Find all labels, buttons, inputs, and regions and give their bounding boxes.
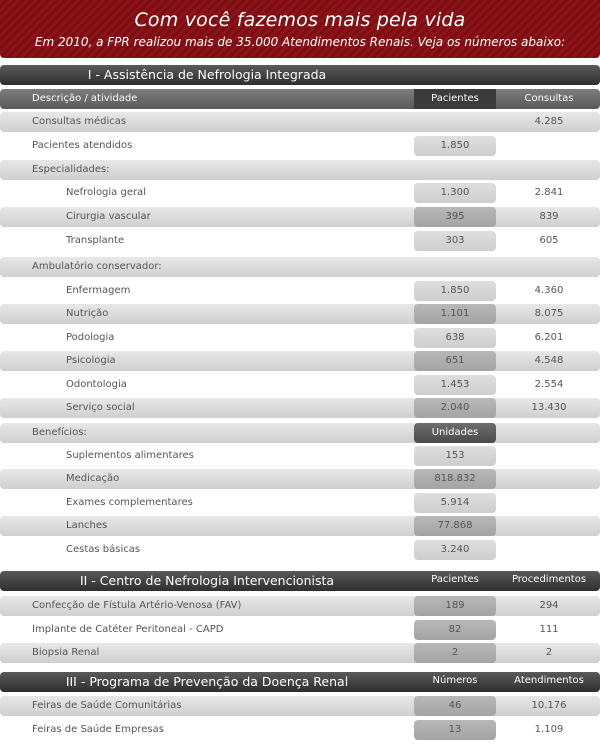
row-label: Cirurgia vascular <box>66 211 151 222</box>
row-label: Serviço social <box>66 402 135 413</box>
section-1-header <box>0 65 600 85</box>
row-value-a: 153 <box>414 446 496 466</box>
row-value-b: 10.176 <box>531 700 567 711</box>
section-1-title: I - Assistência de Nefrologia Integrada <box>87 67 327 82</box>
row-value-b: 2.554 <box>534 379 564 390</box>
column-atendimentos: Atendimentos <box>514 675 584 686</box>
row-value-b: 839 <box>539 211 559 222</box>
page-title: Com você fazemos mais pela vida <box>134 9 466 31</box>
row-label: Feiras de Saúde Empresas <box>32 724 164 735</box>
row-value-a: 1.300 <box>414 183 496 203</box>
row-label: Implante de Catéter Peritoneal - CAPD <box>32 624 224 635</box>
column-procedimentos: Procedimentos <box>511 574 587 585</box>
row-value-a: 2 <box>414 643 496 663</box>
row-value-a: 46 <box>414 696 496 716</box>
row-value-a: 638 <box>414 328 496 348</box>
row-label: Confecção de Fístula Artério-Venosa (FAV) <box>32 600 242 611</box>
row-label: Exames complementares <box>66 497 193 508</box>
column-description: Descrição / atividade <box>32 93 138 104</box>
table-row <box>0 696 600 716</box>
row-value-a: 651 <box>414 351 496 371</box>
row-value-b: 4.548 <box>534 355 564 366</box>
table-row <box>0 304 600 324</box>
section-1-column-header <box>0 89 600 109</box>
row-value-b: 294 <box>539 600 559 611</box>
row-label: Nutrição <box>66 308 109 319</box>
row-label: Lanches <box>66 520 108 531</box>
group-label: Especialidades: <box>32 164 110 175</box>
row-value-a: 3.240 <box>414 540 496 560</box>
section-3-title: III - Programa de Prevenção da Doença Renal <box>65 674 349 689</box>
section-2-header <box>0 571 600 591</box>
table-row <box>0 493 600 513</box>
row-value-a: 2.040 <box>414 398 496 418</box>
row-value-a: 1.850 <box>414 281 496 301</box>
row-value-b: 2.841 <box>534 187 564 198</box>
row-value-b: 4.360 <box>534 285 564 296</box>
table-row <box>0 375 600 395</box>
row-label: Nefrologia geral <box>66 187 147 198</box>
table-row <box>0 231 600 251</box>
group-header-especialidades <box>0 160 600 180</box>
table-row <box>0 398 600 418</box>
row-value-a: 13 <box>414 720 496 740</box>
table-row <box>0 328 600 348</box>
table-row <box>0 281 600 301</box>
row-label: Pacientes atendidos <box>32 140 133 151</box>
row-label: Biopsia Renal <box>32 647 100 658</box>
group-label: Ambulatório conservador: <box>32 261 162 272</box>
table-row <box>0 469 600 489</box>
row-value-a: 1.453 <box>414 375 496 395</box>
table-row <box>0 446 600 466</box>
row-value-b: 13.430 <box>531 402 567 413</box>
group-header-ambulatorio <box>0 257 600 277</box>
table-row <box>0 720 600 740</box>
column-pacientes: Pacientes <box>414 89 496 109</box>
table-row <box>0 643 600 663</box>
row-label: Feiras de Saúde Comunitárias <box>32 700 182 711</box>
row-value-a: 5.914 <box>414 493 496 513</box>
row-label: Consultas médicas <box>32 116 127 127</box>
column-consultas: Consultas <box>524 93 574 104</box>
column-pacientes: Pacientes <box>431 574 479 585</box>
group-header-beneficios <box>0 423 600 443</box>
row-value-b: 1.109 <box>534 724 564 735</box>
table-row <box>0 183 600 203</box>
section-2-title: II - Centro de Nefrologia Intervencionista <box>79 573 335 588</box>
column-unidades: Unidades <box>414 423 496 443</box>
row-value-b: 6.201 <box>534 332 564 343</box>
table-row <box>0 112 600 132</box>
row-label: Cestas básicas <box>66 544 141 555</box>
row-value-b: 111 <box>539 624 559 635</box>
row-value-a: 189 <box>414 596 496 616</box>
row-label: Psicologia <box>66 355 116 366</box>
row-value-b: 2 <box>545 647 553 658</box>
row-value-a: 818.832 <box>414 469 496 489</box>
row-value-b: 8.075 <box>534 308 564 319</box>
table-row <box>0 540 600 560</box>
row-value-b: 605 <box>539 235 559 246</box>
row-label: Podologia <box>66 332 115 343</box>
row-value-a: 1.101 <box>414 304 496 324</box>
row-value-b: 4.285 <box>534 116 564 127</box>
page-subtitle: Em 2010, a FPR realizou mais de 35.000 Atendimentos Renais. Veja os números abaixo: <box>34 35 566 49</box>
table-row <box>0 351 600 371</box>
group-label: Benefícios: <box>32 427 87 438</box>
table-row <box>0 620 600 640</box>
row-value-a: 1.850 <box>414 136 496 156</box>
table-row <box>0 207 600 227</box>
row-label: Transplante <box>66 235 125 246</box>
section-3-header <box>0 672 600 692</box>
row-value-a: 395 <box>414 207 496 227</box>
header-banner <box>0 0 600 58</box>
row-value-a: 77.868 <box>414 516 496 536</box>
table-row <box>0 516 600 536</box>
column-numeros: Números <box>432 675 478 686</box>
table-row <box>0 596 600 616</box>
row-label: Medicação <box>66 473 120 484</box>
row-label: Enfermagem <box>66 285 131 296</box>
row-label: Odontologia <box>66 379 127 390</box>
table-row <box>0 136 600 156</box>
row-value-a: 303 <box>414 231 496 251</box>
row-label: Suplementos alimentares <box>66 450 194 461</box>
row-value-a: 82 <box>414 620 496 640</box>
